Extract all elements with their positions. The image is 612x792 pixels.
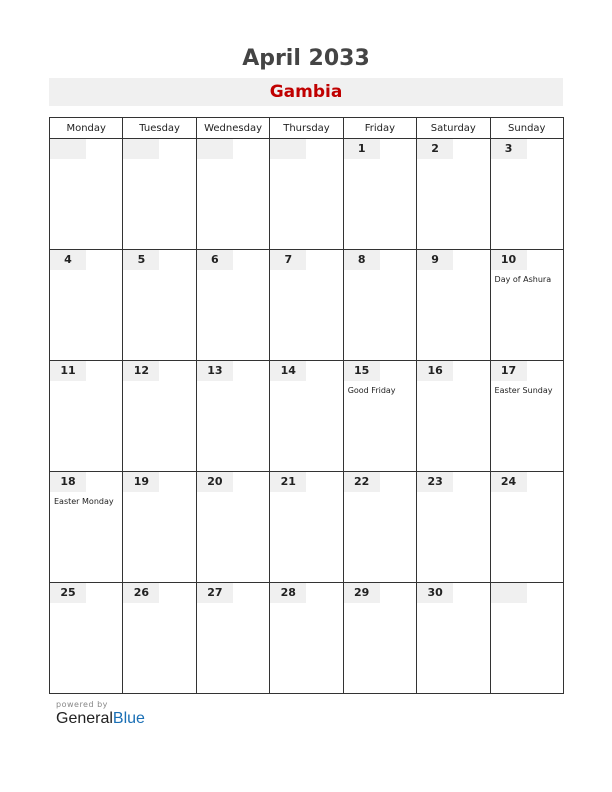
- day-number: 11: [50, 361, 86, 381]
- holiday-label: Easter Sunday: [494, 386, 553, 395]
- brand-general-text: General: [56, 710, 113, 727]
- day-number: 17: [491, 361, 527, 381]
- footer-branding: [56, 700, 145, 728]
- weekday-header: Sunday: [490, 118, 563, 139]
- day-number: 5: [123, 250, 159, 270]
- day-cell: [417, 139, 490, 250]
- day-cell: [270, 250, 343, 361]
- day-number: 18: [50, 472, 86, 492]
- day-cell: [417, 472, 490, 583]
- day-cell: [490, 250, 563, 361]
- weekday-header: Friday: [343, 118, 416, 139]
- holiday-label: Day of Ashura: [494, 275, 552, 284]
- calendar-grid: [49, 117, 564, 694]
- day-cell: [490, 139, 563, 250]
- day-cell: [196, 139, 269, 250]
- day-number: 19: [123, 472, 159, 492]
- weekday-header: Thursday: [270, 118, 343, 139]
- day-number: 12: [123, 361, 159, 381]
- weekday-header-row: [50, 118, 564, 139]
- day-cell: [50, 583, 123, 694]
- day-number: 30: [417, 583, 453, 603]
- day-cell: [196, 250, 269, 361]
- weekday-header: Saturday: [417, 118, 490, 139]
- day-cell: [50, 250, 123, 361]
- day-cell: [417, 583, 490, 694]
- day-number: 21: [270, 472, 306, 492]
- day-number: 4: [50, 250, 86, 270]
- day-cell: [123, 472, 196, 583]
- day-cell: [123, 139, 196, 250]
- holiday-label: Good Friday: [347, 386, 396, 395]
- day-number: 24: [491, 472, 527, 492]
- day-cell: [343, 250, 416, 361]
- weekday-header: Monday: [50, 118, 123, 139]
- weekday-header: Wednesday: [196, 118, 269, 139]
- brand-blue-text: Blue: [112, 710, 145, 727]
- day-cell: [196, 361, 269, 472]
- week-row: [50, 139, 564, 250]
- day-cell: [343, 472, 416, 583]
- day-number: 16: [417, 361, 453, 381]
- day-number: 22: [344, 472, 380, 492]
- day-cell: [123, 250, 196, 361]
- day-number: 28: [270, 583, 306, 603]
- day-cell: [123, 583, 196, 694]
- day-number: 8: [344, 250, 380, 270]
- day-cell: [490, 472, 563, 583]
- day-cell: [270, 472, 343, 583]
- day-number: [491, 583, 527, 603]
- day-number: [50, 139, 86, 159]
- generalblue-logo[interactable]: [56, 710, 145, 728]
- day-number: 3: [491, 139, 527, 159]
- day-cell: [123, 361, 196, 472]
- day-cell: [270, 361, 343, 472]
- day-cell: [270, 583, 343, 694]
- day-number: 14: [270, 361, 306, 381]
- day-number: 20: [197, 472, 233, 492]
- day-number: 27: [197, 583, 233, 603]
- day-cell: [196, 472, 269, 583]
- day-cell: [50, 361, 123, 472]
- day-number: 7: [270, 250, 306, 270]
- day-cell: [50, 472, 123, 583]
- day-cell: [343, 139, 416, 250]
- day-number: 10: [491, 250, 527, 270]
- day-number: 13: [197, 361, 233, 381]
- calendar-title: April 2033: [242, 46, 370, 71]
- week-row: [50, 361, 564, 472]
- day-cell: [490, 583, 563, 694]
- week-row: [50, 583, 564, 694]
- day-cell: [490, 361, 563, 472]
- day-number: [123, 139, 159, 159]
- day-number: 9: [417, 250, 453, 270]
- week-row: [50, 250, 564, 361]
- day-number: 25: [50, 583, 86, 603]
- day-number: [197, 139, 233, 159]
- day-number: 6: [197, 250, 233, 270]
- day-number: [270, 139, 306, 159]
- day-number: 2: [417, 139, 453, 159]
- holiday-label: Easter Monday: [54, 497, 114, 506]
- weekday-header: Tuesday: [123, 118, 196, 139]
- day-number: 26: [123, 583, 159, 603]
- day-cell: [50, 139, 123, 250]
- day-number: 15: [344, 361, 380, 381]
- day-cell: [417, 361, 490, 472]
- day-number: 29: [344, 583, 380, 603]
- day-cell: [343, 361, 416, 472]
- week-row: [50, 472, 564, 583]
- day-cell: [343, 583, 416, 694]
- day-number: 1: [344, 139, 380, 159]
- powered-by-text: powered by: [56, 700, 108, 709]
- day-number: 23: [417, 472, 453, 492]
- country-name: Gambia: [49, 78, 563, 106]
- day-cell: [270, 139, 343, 250]
- day-cell: [196, 583, 269, 694]
- day-cell: [417, 250, 490, 361]
